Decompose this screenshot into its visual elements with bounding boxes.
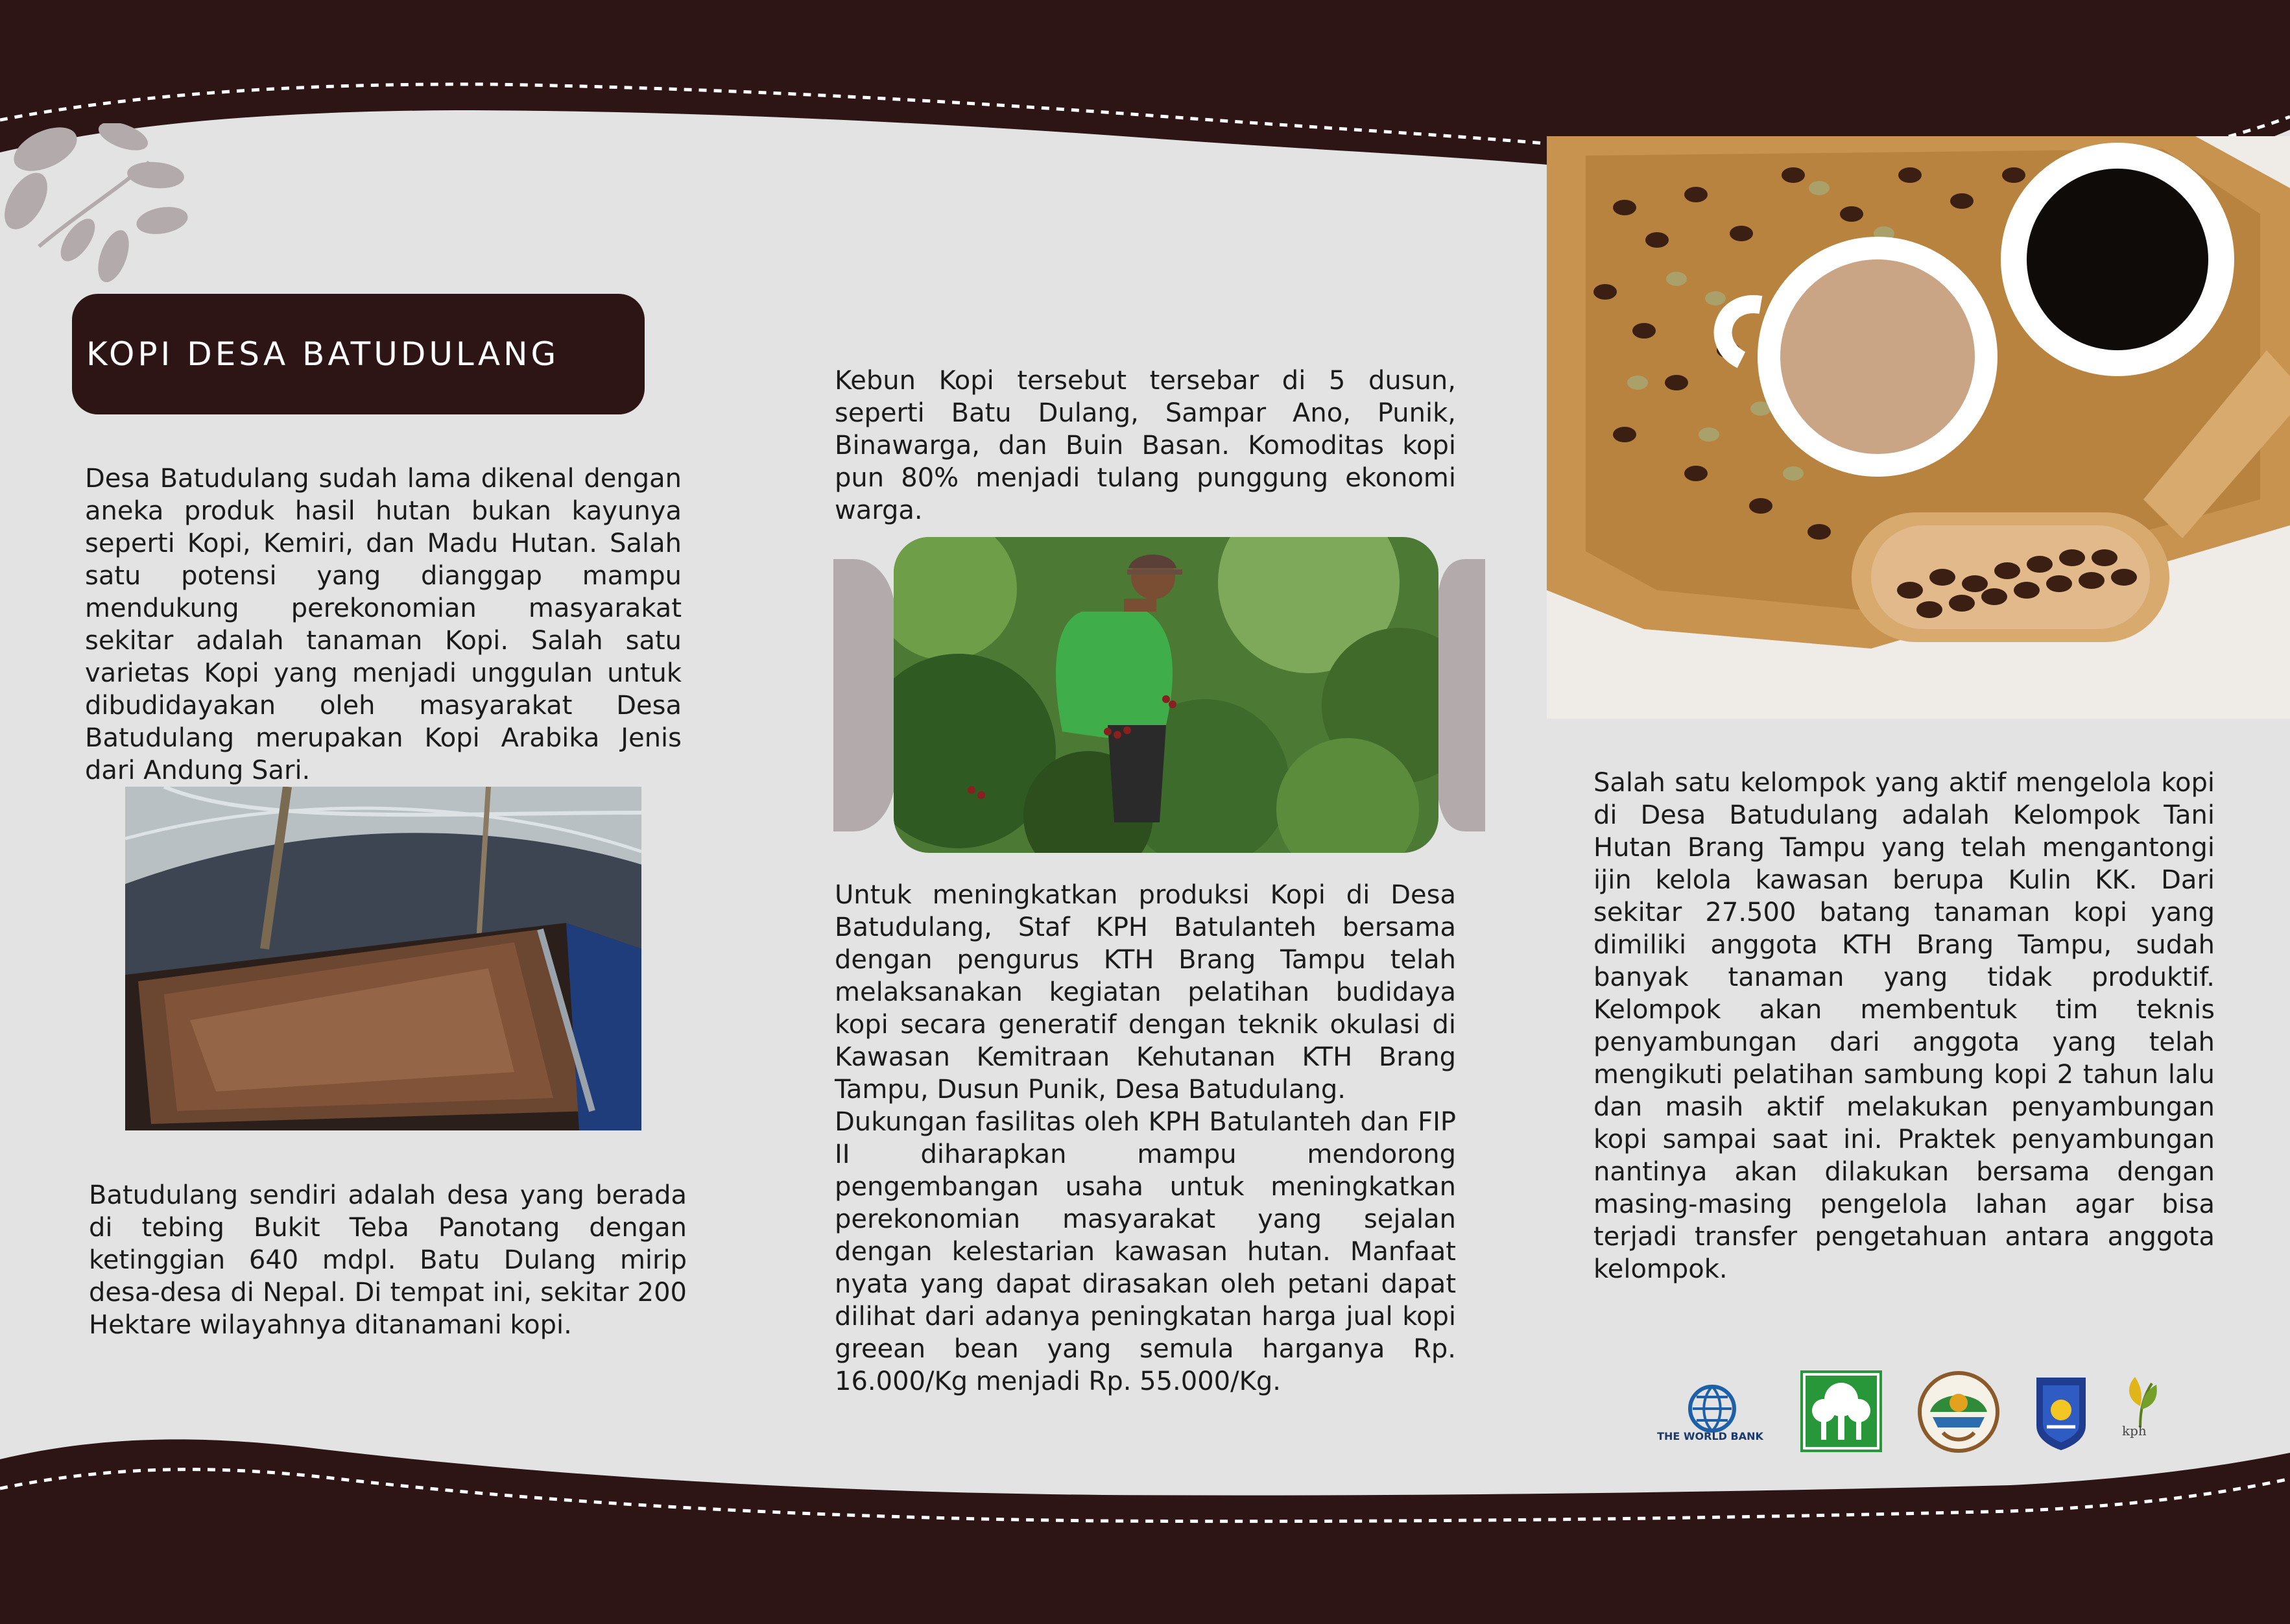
page-title: KOPI DESA BATUDULANG xyxy=(86,335,560,373)
col2-paragraph-2: Untuk meningkatkan produksi Kopi di Desa Batudulang, Staf KPH Batulanteh bersama dengan pengurus KTH Brang Tampu telah melaksanakan kegiatan pelatihan budidaya kopi secara generatif dengan teknik okulasi di Kawasan Kemitraan Kehutanan KTH Brang Tampu, Dusun Punik, Desa Batudulang. xyxy=(835,880,1456,1105)
farmer-coffee-plant-photo xyxy=(894,537,1438,853)
col1-paragraph-2: Batudulang sendiri adalah desa yang berada di tebing Bukit Teba Panotang dengan ketinggian 640 mdpl. Batu Dulang mirip desa-desa di Nepal. Di tempat ini, sekitar 200 Hektare wilayahnya ditanamani kopi. xyxy=(89,1180,687,1340)
col3-paragraph-1: Salah satu kelompok yang aktif mengelola kopi di Desa Batudulang adalah Kelompok Tani Hutan Brang Tampu yang telah mengantongi ijin kelola kawasan berupa Kulin KK. Dari sekitar 27.500 batang tanaman kopi yang dimiliki anggota KTH Brang Tampu, sudah banyak tanaman yang tidak produktif. Kelompok akan membentuk tim teknis penyambungan dari anggota yang telah mengikuti pelatihan sambung kopi 2 tahun lalu dan masih aktif melakukan penyambungan kopi sampai saat ini. Praktek penyambungan nantinya akan dilakukan bersama dengan masing-masing pengelola lahan agar bisa terjadi transfer pengetahuan antara anggota kelompok. xyxy=(1593,768,2215,1284)
coffee-drying-photo xyxy=(125,787,641,1130)
photo-frame-left-tab xyxy=(833,559,896,831)
photo-frame-right-tab xyxy=(1437,559,1485,831)
coffee-cups-photo xyxy=(1547,136,2290,719)
kph-logo-label: kph xyxy=(2122,1423,2147,1439)
world-bank-label: THE WORLD BANK xyxy=(1657,1430,1763,1442)
title-box xyxy=(72,294,645,414)
leaf-decoration xyxy=(0,123,214,292)
bottom-wave-band xyxy=(0,1414,2290,1624)
col2-paragraph-3: Dukungan fasilitas oleh KPH Batulanteh dan FIP II diharapkan mampu mendorong pengembangan usaha untuk meningkatkan perekonomian masyarakat yang sejalan dengan kelestarian kawasan hutan. Manfaat nyata yang dapat dirasakan oleh petani dapat dilihat dari adanya peningkatan harga jual kopi greean bean yang semula harganya Rp. 16.000/Kg menjadi Rp. 55.000/Kg. xyxy=(835,1107,1456,1396)
col2-paragraph-1: Kebun Kopi tersebut tersebar di 5 dusun, seperti Batu Dulang, Sampar Ano, Punik, Binawarga, dan Buin Basan. Komoditas kopi pun 80% menjadi tulang punggung ekonomi warga. xyxy=(835,366,1456,525)
col1-paragraph-1: Desa Batudulang sudah lama dikenal dengan aneka produk hasil hutan bukan kayunya seperti Kopi, Kemiri, dan Madu Hutan. Salah satu potensi yang dianggap mampu mendukung perekonomian masyarakat sekitar adalah tanaman Kopi. Salah satu varietas Kopi yang menjadi unggulan untuk dibudidayakan oleh masyarakat Desa Batudulang merupakan Kopi Arabika Jenis dari Andung Sari. xyxy=(85,464,682,785)
